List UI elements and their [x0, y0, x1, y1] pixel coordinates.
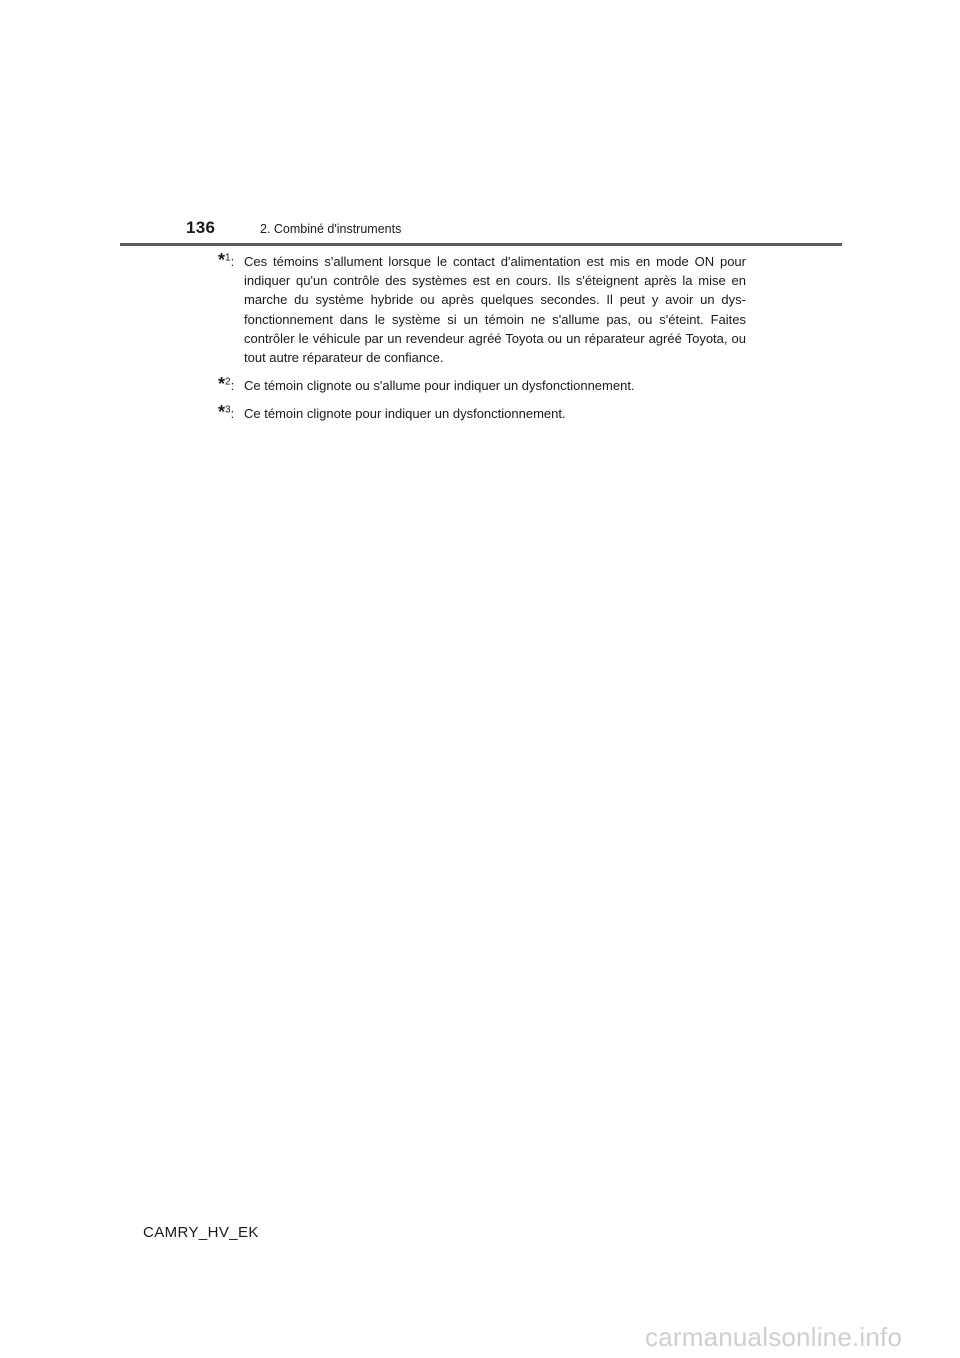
header-divider	[120, 243, 842, 246]
footnote-marker: *$^2$:	[218, 374, 235, 395]
footnote-number: 2	[225, 376, 231, 388]
footnote-marker: *$^1$:	[218, 250, 235, 270]
footnote-list	[218, 252, 746, 433]
footnote-text: Ces témoins s'allument lorsque le contact d'alimentation est mis en mode ON pour indiquer qu'un contrôle des systèmes est en cours. Ils s'éteignent après la mise en marche du système hybride ou après quelques secondes. Il peut y avoir un dys-fonctionnement dans le système si un témoin ne s'allume pas, ou s'éteint. Faites contrôler le véhicule par un revendeur agréé Toyota ou un réparateur agréé Toyota, ou tout autre réparateur de confiance.	[244, 254, 746, 366]
footnote-1	[218, 252, 746, 367]
footnote-text: Ce témoin clignote pour indiquer un dysfonctionnement.	[244, 406, 566, 422]
watermark: carmanualsonline.info	[645, 1322, 903, 1352]
page-number: 136	[186, 218, 216, 237]
asterisk-icon: *	[218, 250, 226, 270]
document-code: CAMRY_HV_EK	[143, 1224, 259, 1241]
footnote-3	[218, 404, 746, 423]
asterisk-icon: *	[218, 402, 226, 423]
footnote-number: 1	[225, 252, 231, 264]
asterisk-icon: *	[218, 374, 226, 395]
section-title: 2. Combiné d'instruments	[260, 222, 402, 236]
footnote-2	[218, 376, 746, 395]
footnote-text: Ce témoin clignote ou s'allume pour indiquer un dysfonctionnement.	[244, 378, 635, 394]
footnote-marker: *$^3$:	[218, 402, 235, 423]
footnote-number: 3	[225, 405, 231, 417]
